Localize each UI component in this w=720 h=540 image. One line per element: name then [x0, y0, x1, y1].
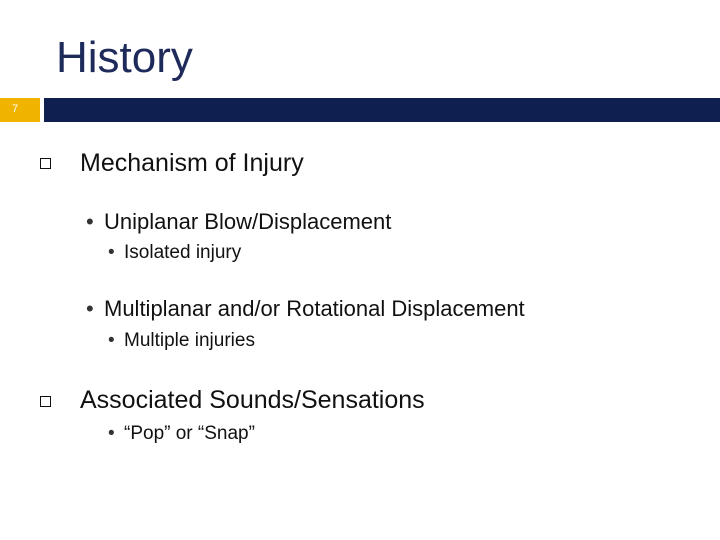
sub-sub-bullet-label: Isolated injury: [124, 242, 242, 263]
bullet-dot-icon: •: [86, 209, 94, 234]
sub-sub-bullet-pop-snap: [108, 422, 255, 446]
sub-bullet-uniplanar: [86, 209, 391, 235]
square-bullet-icon: [40, 158, 51, 169]
bullet-dot-icon: •: [108, 423, 115, 444]
bullet-dot-icon: •: [86, 296, 94, 321]
sub-sub-bullet-isolated: [108, 241, 241, 265]
square-bullet-icon: [40, 396, 51, 407]
sub-sub-bullet-label: “Pop” or “Snap”: [124, 423, 255, 444]
sub-bullet-label: Multiplanar and/or Rotational Displacement: [104, 296, 525, 321]
slide-number-bar: [0, 98, 40, 122]
bullet-mechanism-of-injury: Mechanism of Injury: [80, 149, 304, 177]
bullet-dot-icon: •: [108, 330, 115, 351]
sub-bullet-multiplanar: [86, 296, 525, 322]
sub-sub-bullet-label: Multiple injuries: [124, 330, 255, 351]
sub-bullet-label: Uniplanar Blow/Displacement: [104, 209, 392, 234]
bullet-dot-icon: •: [108, 242, 115, 263]
slide-number: 7: [12, 103, 19, 115]
sub-sub-bullet-multiple: [108, 329, 255, 353]
title-divider-bar: [44, 98, 720, 122]
bullet-associated-sounds: Associated Sounds/Sensations: [80, 386, 425, 414]
slide-title: History: [56, 33, 193, 82]
